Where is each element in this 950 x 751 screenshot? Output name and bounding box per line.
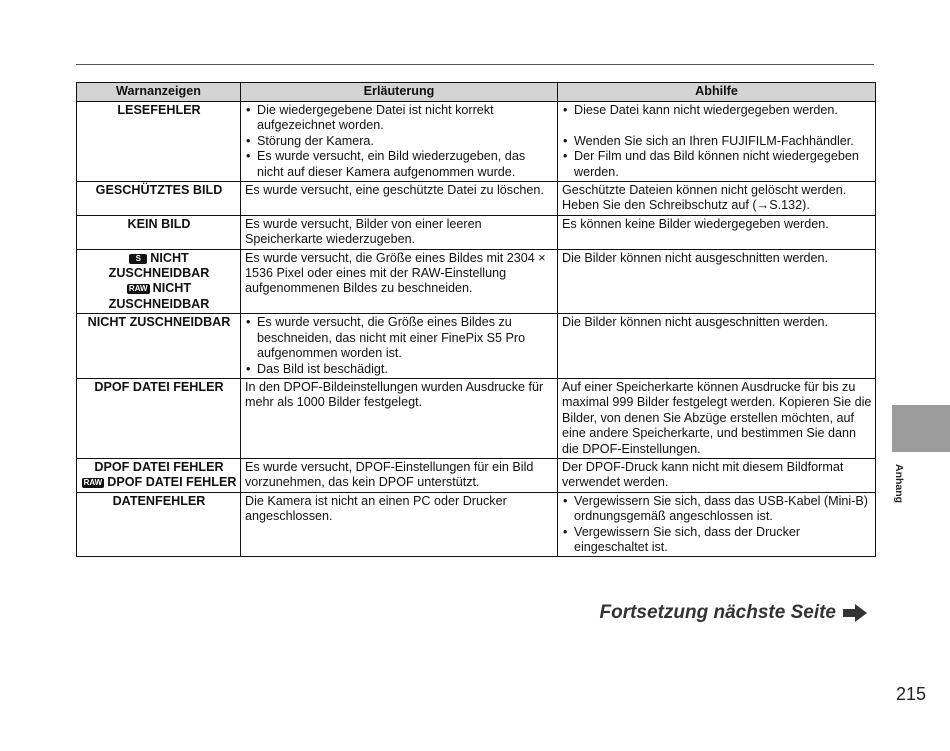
right-arrow-icon [842,603,868,623]
table-row [77,378,876,458]
section-tab [892,405,950,452]
remedy-cell: Die Bilder können nicht ausgeschnitten werden. [558,314,876,379]
warning-name: DATENFEHLER [77,492,241,557]
warning-name: DPOF DATEI FEHLER [77,378,241,458]
explanation-cell: Es wurde versucht, die Größe eines Bildes mit 2304 × 1536 Pixel oder eines mit der RAW-Einstellung aufgenommenen Bildes zu beschneiden. [241,249,558,314]
column-header-remedy: Abhilfe [558,83,876,102]
table-row [77,458,876,492]
warning-name: DPOF DATEI FEHLER RAW DPOF DATEI FEHLER [77,458,241,492]
remedy-cell [558,492,876,557]
table-row [77,182,876,216]
warning-name: S NICHT ZUSCHNEIDBAR RAW NICHT ZUSCHNEIDBAR [77,249,241,314]
table-row [77,492,876,557]
table-header-row [77,83,876,102]
list-item: • Wenden Sie sich an Ihren FUJIFILM-Fachhändler. [562,134,872,149]
section-label: Anhang [893,464,905,504]
remedy-cell: Auf einer Speicherkarte können Ausdrucke für bis zu maximal 999 Bilder festgelegt werden. Kopieren Sie die Bilder, von denen Sie Abzüge erstellen möchten, auf eine andere Speicherkarte, und bestimmen Sie dann die DPOF-Einstellungen. [558,378,876,458]
column-header-warnings: Warnanzeigen [77,83,241,102]
page-number: 215 [896,684,927,704]
warning-name: NICHT ZUSCHNEIDBAR [77,314,241,379]
continuation-note [600,602,869,624]
raw-icon: RAW [128,284,148,294]
warning-name: KEIN BILD [77,215,241,249]
explanation-cell: Es wurde versucht, Bilder von einer leeren Speicherkarte wiederzugeben. [241,215,558,249]
remedy-cell: Der DPOF-Druck kann nicht mit diesem Bildformat verwendet werden. [558,458,876,492]
list-item: • Es wurde versucht, ein Bild wiederzugeben, das nicht auf dieser Kamera aufgenommen wurde. [245,149,554,180]
list-item: • Der Film und das Bild können nicht wiedergegeben werden. [562,149,872,180]
remedy-cell: Die Bilder können nicht ausgeschnitten werden. [558,249,876,314]
explanation-cell: Es wurde versucht, eine geschützte Datei zu löschen. [241,182,558,216]
explanation-cell [241,314,558,379]
list-item: • Störung der Kamera. [245,134,554,149]
table-row [77,102,876,182]
top-rule [76,64,874,65]
warning-name: LESEFEHLER [77,102,241,182]
remedy-cell: Es können keine Bilder wiedergegeben werden. [558,215,876,249]
warning-table [76,82,876,557]
table-row [77,314,876,379]
list-item: • Vergewissern Sie sich, dass der Drucker eingeschaltet ist. [562,525,872,556]
list-item: • Es wurde versucht, die Größe eines Bildes zu beschneiden, das nicht mit einer FinePix S5 Pro aufgenommen worden ist. [245,315,554,361]
explanation-cell: Es wurde versucht, DPOF-Einstellungen für ein Bild vorzunehmen, das kein DPOF unterstützt. [241,458,558,492]
list-item: • Diese Datei kann nicht wiedergegeben werden. [562,103,872,118]
remedy-cell [558,102,876,182]
explanation-cell: Die Kamera ist nicht an einen PC oder Drucker angeschlossen. [241,492,558,557]
remedy-cell: Geschützte Dateien können nicht gelöscht werden. Heben Sie den Schreibschutz auf (→S.132). [558,182,876,216]
column-header-explanation: Erläuterung [241,83,558,102]
explanation-cell [241,102,558,182]
list-item: • Die wiedergegebene Datei ist nicht korrekt aufgezeichnet worden. [245,103,554,134]
raw-icon: RAW [83,478,103,488]
continuation-text: Fortsetzung nächste Seite [599,602,836,623]
list-item: • Das Bild ist beschädigt. [245,362,554,377]
list-item: • Vergewissern Sie sich, dass das USB-Kabel (Mini-B) ordnungsgemäß angeschlossen ist. [562,494,872,525]
table-row [77,215,876,249]
warning-name: GESCHÜTZTES BILD [77,182,241,216]
size-s-icon: S [129,254,147,264]
explanation-cell: In den DPOF-Bildeinstellungen wurden Ausdrucke für mehr als 1000 Bilder festgelegt. [241,378,558,458]
table-row [77,249,876,314]
